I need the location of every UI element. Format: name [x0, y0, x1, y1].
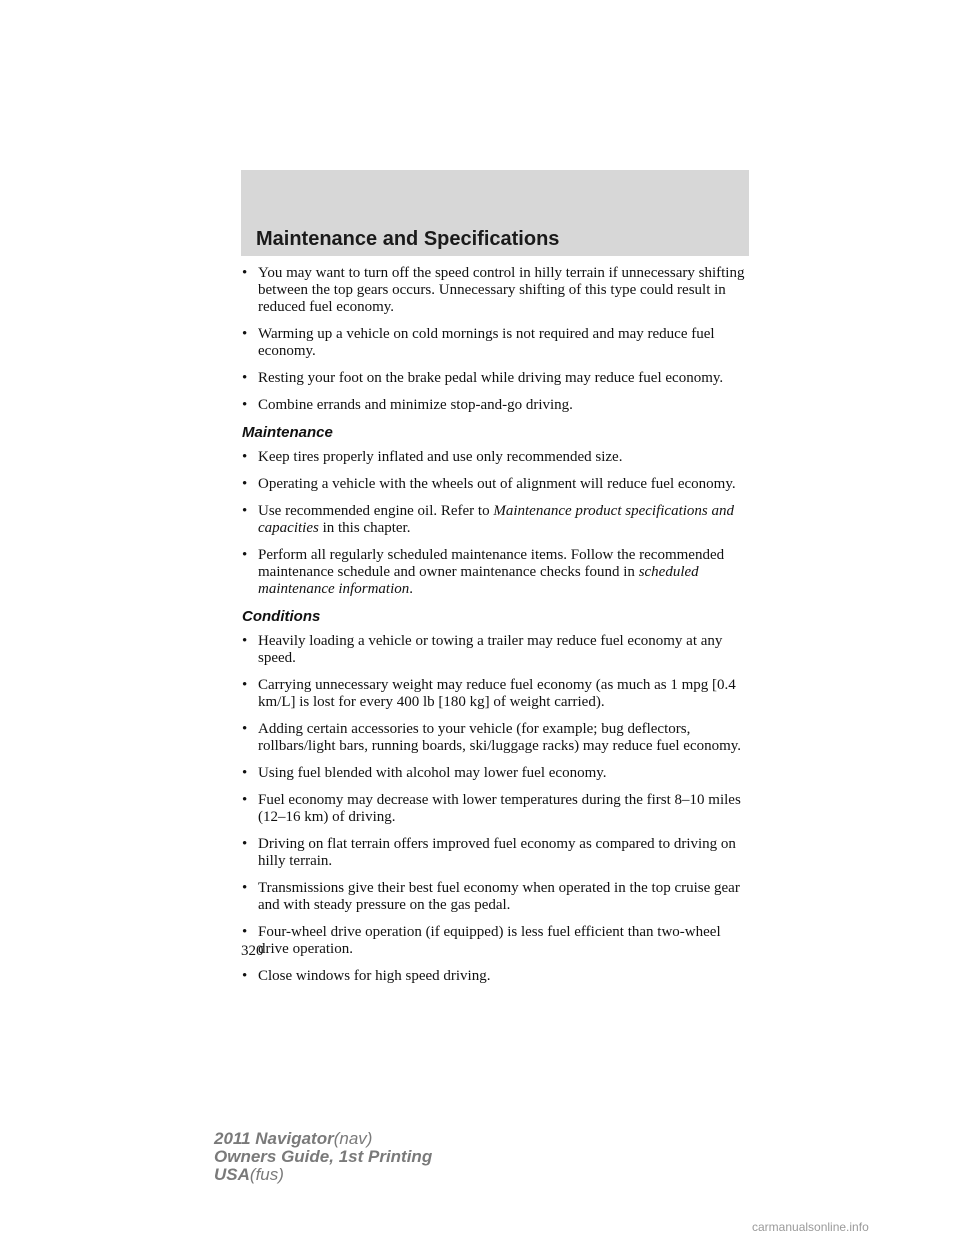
- list-item: • You may want to turn off the speed control in hilly terrain if unnecessary shifting between the top gears occurs. Unnecessary shifting of this type could result in reduced fuel economy.: [242, 265, 745, 315]
- bullet-icon: •: [242, 677, 248, 693]
- list-item: • Perform all regularly scheduled maintenance items. Follow the recommended maintenance schedule and owner maintenance checks found in scheduled maintenance information.: [242, 547, 725, 597]
- section-header: [241, 170, 749, 256]
- bullet-icon: •: [242, 924, 248, 940]
- footer-line-region: USA(fus): [214, 1165, 284, 1184]
- list-item: • Transmissions give their best fuel economy when operated in the top cruise gear and with steady pressure on the gas pedal.: [242, 880, 740, 913]
- watermark: carmanualsonline.info: [752, 1220, 869, 1234]
- bullet-icon: •: [242, 503, 248, 519]
- list-item: • Combine errands and minimize stop-and-go driving.: [242, 397, 573, 413]
- list-item: • Close windows for high speed driving.: [242, 968, 491, 984]
- bullet-icon: •: [242, 880, 248, 896]
- bullet-icon: •: [242, 397, 248, 413]
- list-item: • Use recommended engine oil. Refer to Maintenance product specifications and capacities in this chapter.: [242, 503, 734, 536]
- list-item: • Operating a vehicle with the wheels out of alignment will reduce fuel economy.: [242, 476, 736, 492]
- bullet-icon: •: [242, 765, 248, 781]
- bullet-icon: •: [242, 449, 248, 465]
- list-item: • Fuel economy may decrease with lower temperatures during the first 8–10 miles (12–16 km) of driving.: [242, 792, 741, 825]
- section-title: Maintenance and Specifications: [256, 228, 560, 250]
- cross-reference: scheduled maintenance information: [258, 564, 699, 597]
- conditions-heading: Conditions: [242, 608, 321, 625]
- bullet-icon: •: [242, 265, 248, 281]
- bullet-icon: •: [242, 836, 248, 852]
- list-item: • Resting your foot on the brake pedal while driving may reduce fuel economy.: [242, 370, 724, 386]
- bullet-icon: •: [242, 326, 248, 342]
- maintenance-heading: Maintenance: [242, 424, 333, 441]
- list-item: • Heavily loading a vehicle or towing a trailer may reduce fuel economy at any speed.: [242, 633, 723, 666]
- list-item: • Adding certain accessories to your vehicle (for example; bug deflectors, rollbars/light bars, running boards, ski/luggage racks) may reduce fuel economy.: [242, 721, 742, 754]
- bullet-icon: •: [242, 633, 248, 649]
- list-item: • Carrying unnecessary weight may reduce fuel economy (as much as 1 mpg [0.4 km/L] is lost for every 400 lb [180 kg] of weight carried).: [242, 677, 736, 710]
- list-item: • Warming up a vehicle on cold mornings is not required and may reduce fuel economy.: [242, 326, 715, 359]
- list-item: • Four-wheel drive operation (if equipped) is less fuel efficient than two-wheel drive operation.: [242, 924, 721, 957]
- list-item: • Keep tires properly inflated and use only recommended size.: [242, 449, 623, 465]
- footer-line-edition: Owners Guide, 1st Printing: [214, 1147, 433, 1166]
- list-item: • Using fuel blended with alcohol may lower fuel economy.: [242, 765, 607, 781]
- print-footer: [214, 1130, 432, 1184]
- bullet-icon: •: [242, 721, 248, 737]
- footer-line-model: 2011 Navigator(nav): [214, 1129, 373, 1148]
- bullet-icon: •: [242, 792, 248, 808]
- page-content: [242, 265, 747, 995]
- bullet-icon: •: [242, 370, 248, 386]
- bullet-icon: •: [242, 968, 248, 984]
- intro-list: [242, 265, 747, 414]
- bullet-icon: •: [242, 547, 248, 563]
- bullet-icon: •: [242, 476, 248, 492]
- cross-reference: Maintenance product specifications and capacities: [258, 503, 734, 536]
- conditions-list: [242, 633, 747, 985]
- list-item: • Driving on flat terrain offers improved fuel economy as compared to driving on hilly terrain.: [242, 836, 736, 869]
- page-number: 320: [241, 943, 264, 959]
- maintenance-list: [242, 449, 747, 598]
